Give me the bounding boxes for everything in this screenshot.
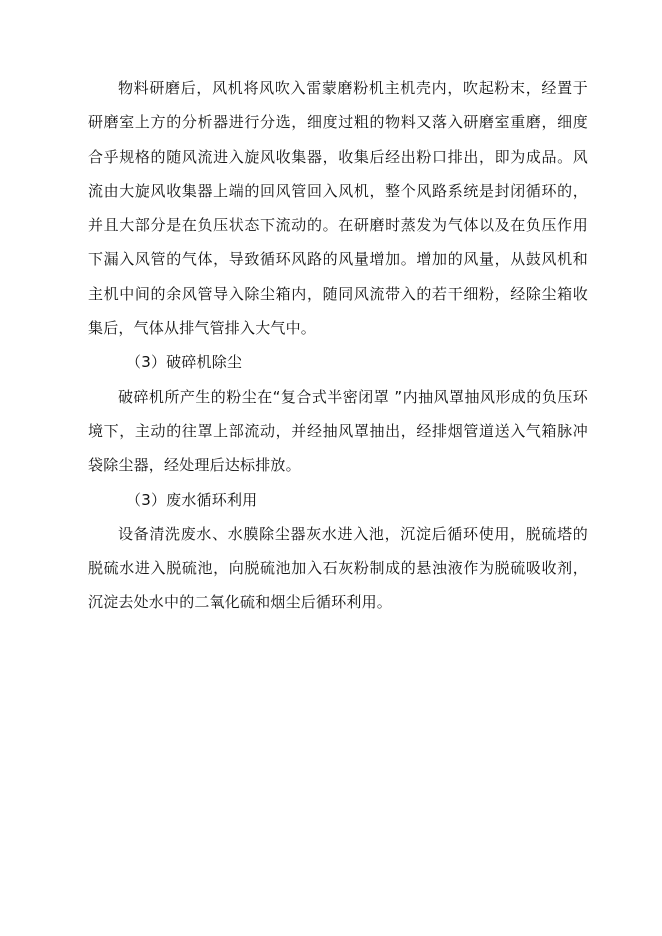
section-heading-wastewater: （3）废水循环利用 — [126, 490, 258, 509]
paragraph-crusher-dust: 破碎机所产生的粉尘在“复合式半密闭罩 ”内抽风罩抽风形成的负压环境下，主动的往罩上部流动，并经抽风罩抽出，经排烟管道送入气箱脉冲袋除尘器，经处理后达标排放。 — [88, 387, 588, 475]
document-body — [88, 71, 588, 620]
paragraph-grinding-airflow: 物料研磨后，风机将风吹入雷蒙磨粉机主机壳内，吹起粉末，经置于研磨室上方的分析器进行分选，细度过粗的物料又落入研磨室重磨，细度合乎规格的随风流进入旋风收集器，收集后经出粉口排出，即为成品。风流由大旋风收集器上端的回风管回入风机，整个风路系统是封闭循环的，并且大部分是在负压状态下流动的。在研磨时蒸发为气体以及在负压作用下漏入风管的气体，导致循环风路的风量增加。增加的风量，从鼓风机和主机中间的余风管导入除尘箱内，随同风流带入的若干细粉，经除尘箱收集后，气体从排气管排入大气中。 — [88, 79, 588, 338]
section-heading-crusher-dust: （3）破碎机除尘 — [126, 353, 243, 372]
paragraph-wastewater: 设备清洗废水、水膜除尘器灰水进入池，沉淀后循环使用，脱硫塔的脱硫水进入脱硫池，向脱硫池加入石灰粉制成的悬浊液作为脱硫吸收剂，沉淀去处水中的二氧化硫和烟尘后循环利用。 — [88, 524, 588, 612]
